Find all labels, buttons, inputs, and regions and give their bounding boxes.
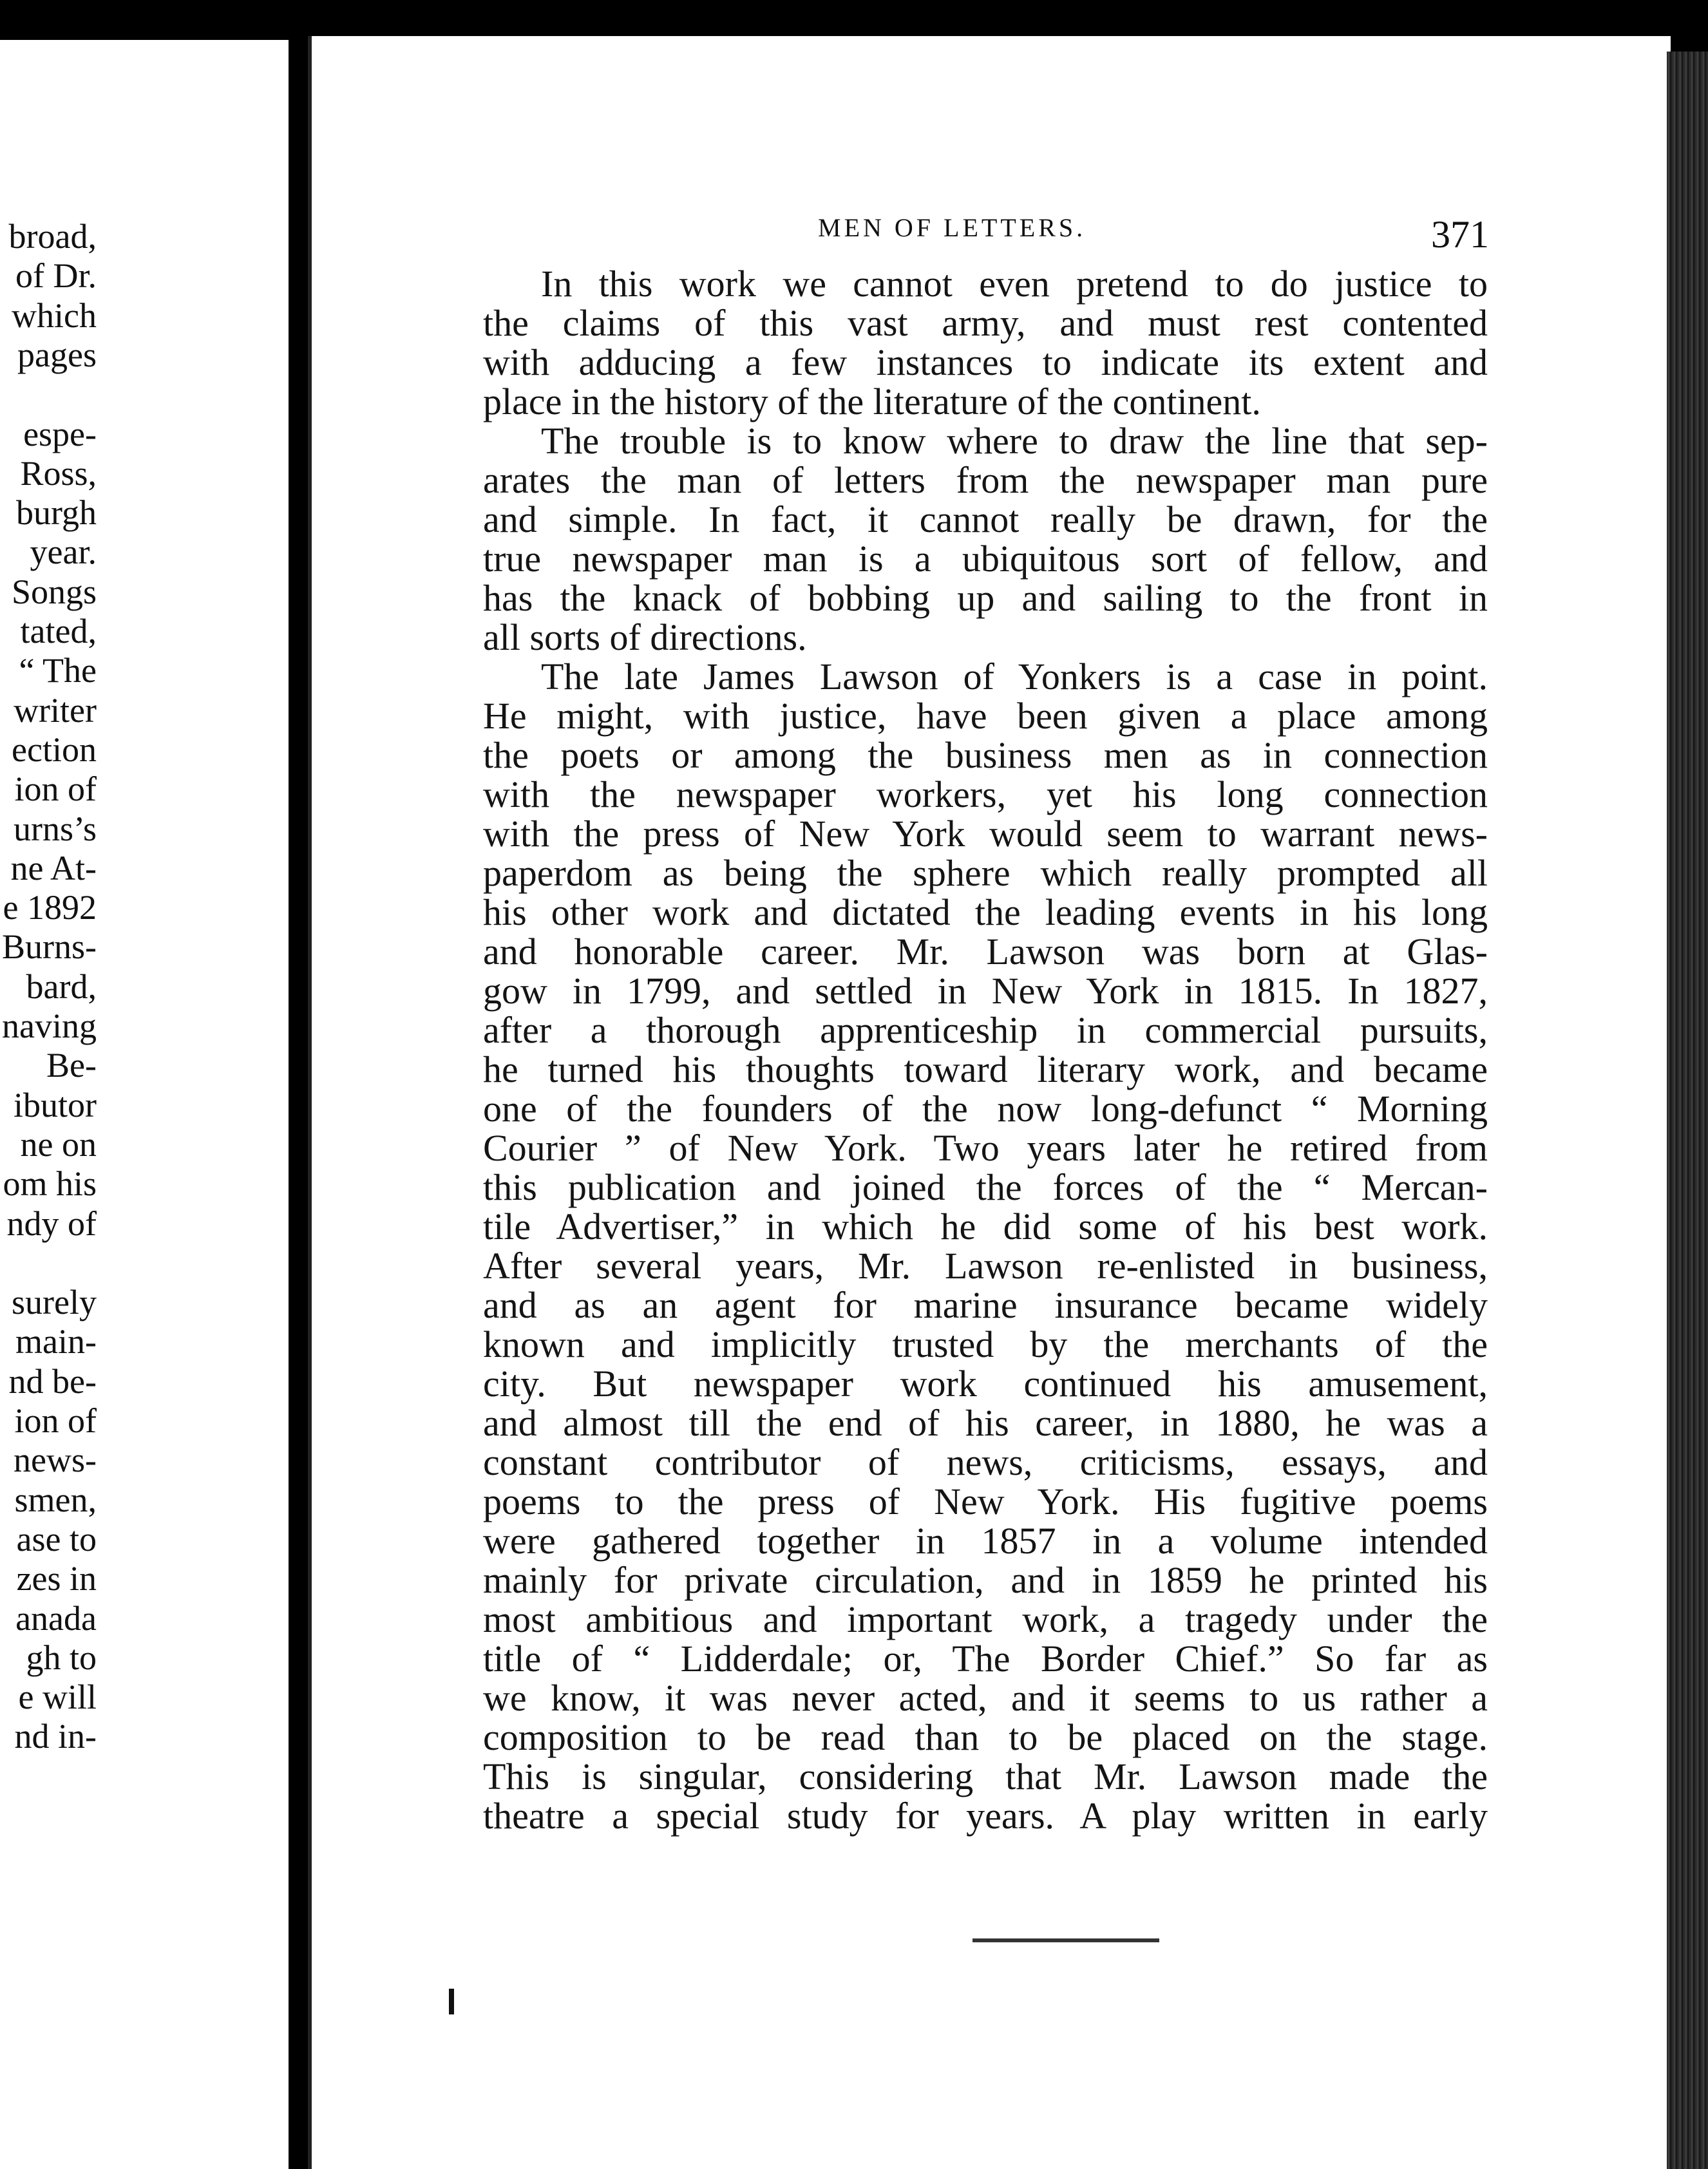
text-line: tile Advertiser,” in which he did some of his best work.: [483, 1206, 1488, 1247]
text-line: constant contributor of news, criticisms, essays, and: [483, 1441, 1488, 1483]
text-line: known and implicitly trusted by the merchants of the: [483, 1323, 1488, 1365]
margin-mark: [449, 1989, 454, 2014]
left-page-fragment: smen,: [14, 1480, 97, 1519]
text-line: place in the history of the literature of the continent.: [483, 381, 1261, 422]
text-line: most ambitious and important work, a tragedy under the: [483, 1598, 1488, 1640]
text-line: after a thorough apprenticeship in commercial pursuits,: [483, 1009, 1488, 1051]
text-line: He might, with justice, have been given a place among: [483, 695, 1488, 737]
text-line: and almost till the end of his career, in 1880, he was a: [483, 1402, 1488, 1444]
text-line: has the knack of bobbing up and sailing to the front in: [483, 577, 1488, 619]
book-page-edges: [1667, 52, 1708, 2169]
text-line: the poets or among the business men as in connection: [483, 734, 1488, 776]
left-page-fragment: om his: [3, 1164, 97, 1204]
text-line: he turned his thoughts toward literary work, and became: [483, 1048, 1488, 1090]
text-line: poems to the press of New York. His fugitive poems: [483, 1481, 1488, 1522]
left-page-fragment: ndy of: [6, 1204, 97, 1243]
text-line: paperdom as being the sphere which really prompted all: [483, 852, 1488, 894]
left-page-fragment: naving: [2, 1007, 97, 1045]
text-line: In this work we cannot even pretend to do justice to: [541, 263, 1488, 305]
left-page-fragment: which: [12, 296, 97, 335]
left-page-fragment: Ross,: [20, 453, 97, 493]
left-page-fragment: Songs: [11, 572, 97, 611]
left-page-fragment: e will: [18, 1678, 97, 1717]
left-page-fragment: zes in: [16, 1559, 97, 1598]
text-line: city. But newspaper work continued his amusement,: [483, 1363, 1488, 1405]
left-page-fragment: tated,: [20, 612, 97, 650]
footer-rule: [973, 1938, 1159, 1942]
text-line: After several years, Mr. Lawson re-enlisted in business,: [483, 1245, 1488, 1287]
text-line: this publication and joined the forces of the “ Mercan-: [483, 1166, 1488, 1208]
left-page-fragment: broad,: [8, 217, 97, 256]
left-page-fragment: ion of: [14, 1401, 97, 1440]
left-page-fragment: urns’s: [13, 809, 97, 848]
text-line: one of the founders of the now long-defunct “ Morning: [483, 1088, 1488, 1130]
running-header: MEN OF LETTERS.: [818, 213, 1086, 242]
text-line: The late James Lawson of Yonkers is a case in point.: [541, 656, 1488, 697]
left-page-fragment: nd in-: [14, 1717, 97, 1756]
left-page-fragment: surely: [12, 1283, 97, 1322]
page-number: 371: [1431, 213, 1489, 256]
text-line: with adducing a few instances to indicate its extent and: [483, 341, 1488, 383]
left-page-fragment: ne on: [20, 1124, 97, 1164]
text-line: we know, it was never acted, and it seems to us rather a: [483, 1677, 1488, 1719]
left-page-fragment: main-: [15, 1322, 97, 1361]
left-page-fragment: ne At-: [10, 848, 97, 887]
left-page-fragment: ion of: [14, 770, 97, 809]
left-page-fragment: ase to: [16, 1519, 97, 1558]
text-line: his other work and dictated the leading events in his long: [483, 891, 1488, 933]
text-line: gow in 1799, and settled in New York in 1815. In 1827,: [483, 970, 1488, 1012]
body-text: [483, 264, 1488, 1835]
left-page-fragment: nd be-: [8, 1361, 97, 1401]
left-page-fragment: of Dr.: [15, 256, 97, 296]
left-page-fragment: e 1892: [3, 888, 97, 927]
text-line: with the newspaper workers, yet his long connection: [483, 773, 1488, 815]
left-page-fragment: bard,: [26, 967, 97, 1006]
left-page-fragment: year.: [30, 533, 97, 572]
scan-border-top: [0, 0, 1708, 36]
left-page-fragment: anada: [15, 1598, 97, 1638]
left-page-fragment: gh to: [26, 1638, 97, 1677]
text-line: were gathered together in 1857 in a volume intended: [483, 1520, 1488, 1562]
text-line: and as an agent for marine insurance became widely: [483, 1284, 1488, 1326]
text-line: true newspaper man is a ubiquitous sort of fellow, and: [483, 538, 1488, 580]
left-page-fragment: Burns-: [2, 927, 97, 967]
text-line: Courier ” of New York. Two years later he retired from: [483, 1127, 1488, 1169]
text-line: title of “ Lidderdale; or, The Border Chief.” So far as: [483, 1638, 1488, 1680]
text-line: and honorable career. Mr. Lawson was born at Glas-: [483, 931, 1488, 972]
left-page-fragment: burgh: [15, 493, 97, 533]
left-page-fragment: news-: [14, 1441, 97, 1480]
text-line: and simple. In fact, it cannot really be drawn, for the: [483, 498, 1488, 540]
left-page-fragment: ection: [12, 730, 97, 769]
left-page-fragment: writer: [14, 690, 97, 730]
text-line: theatre a special study for years. A play written in early: [483, 1795, 1488, 1837]
text-line: The trouble is to know where to draw the line that sep-: [541, 420, 1488, 462]
text-line: composition to be read than to be placed on the stage.: [483, 1716, 1488, 1758]
left-page-fragment: pages: [17, 335, 97, 374]
left-page-fragment: “ The: [19, 651, 97, 690]
text-line: arates the man of letters from the newspaper man pure: [483, 459, 1488, 501]
left-page-fragment: ibutor: [14, 1085, 97, 1124]
left-page-fragment: Be-: [46, 1046, 97, 1085]
book-gutter: [289, 32, 308, 2169]
text-line: This is singular, considering that Mr. Lawson made the: [483, 1756, 1488, 1797]
left-facing-page: [0, 40, 289, 2169]
left-page-fragment: espe-: [23, 414, 97, 453]
text-line: mainly for private circulation, and in 1859 he printed his: [483, 1559, 1488, 1601]
text-line: the claims of this vast army, and must rest contented: [483, 302, 1488, 344]
text-line: with the press of New York would seem to warrant news-: [483, 813, 1488, 855]
text-line: all sorts of directions.: [483, 616, 807, 658]
